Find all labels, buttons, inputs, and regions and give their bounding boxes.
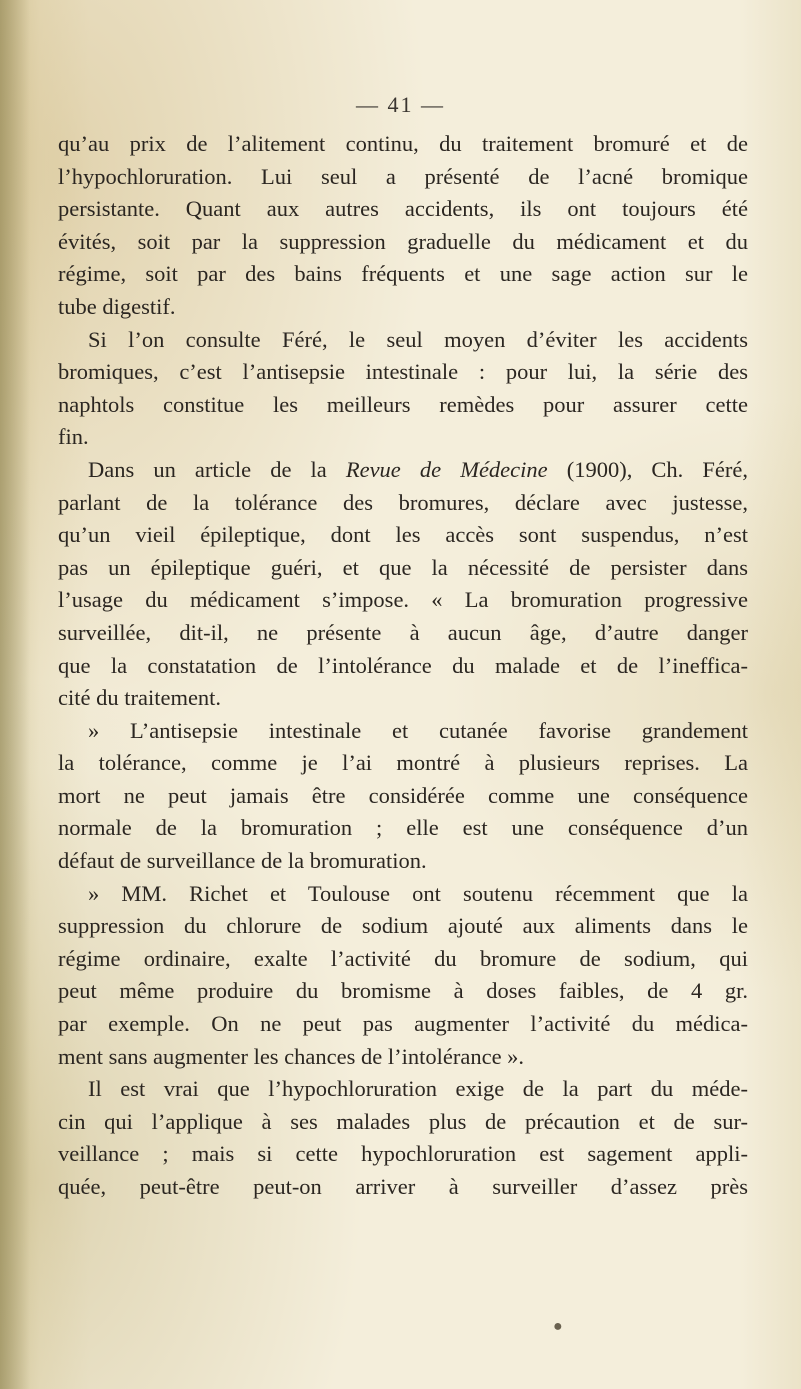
text-line: Il est vrai que l’hypochloruration exige de la part du méde- [88, 1076, 748, 1102]
paragraph-6 [58, 1073, 748, 1203]
text-line [58, 454, 748, 487]
text-line: pas un épileptique guéri, et que la nécessité de persister dans [58, 554, 748, 580]
text-line: quée, peut-être peut-on arriver à surveiller d’assez près [58, 1174, 748, 1199]
text-line: Si l’on consulte Féré, le seul moyen d’éviter les accidents [88, 326, 748, 352]
text-line: régime, soit par des bains fréquents et une sage action sur le [58, 261, 748, 287]
text-line: l’hypochloruration. Lui seul a présenté de l’acné bromique [58, 163, 748, 189]
text-line: peut même produire du bromisme à doses faibles, de 4 gr. [58, 978, 748, 1004]
paragraph-3 [58, 454, 748, 715]
text-line: que la constatation de l’intolérance du malade et de l’ineffica- [58, 652, 748, 678]
text-line: régime ordinaire, exalte l’activité du bromure de sodium, qui [58, 945, 748, 971]
paragraph-4 [58, 715, 748, 878]
paragraph-1 [58, 128, 748, 324]
text-line: par exemple. On ne peut pas augmenter l’activité du médica- [58, 1011, 748, 1037]
text-line: » L’antisepsie intestinale et cutanée favorise grandement [88, 717, 748, 743]
text-line: qu’au prix de l’alitement continu, du traitement bromuré et de [58, 131, 748, 156]
binding-shadow [0, 0, 30, 1389]
text-line: » MM. Richet et Toulouse ont soutenu récemment que la [88, 880, 748, 906]
text-line: mort ne peut jamais être considérée comme une conséquence [58, 782, 748, 808]
text-line: suppression du chlorure de sodium ajouté aux aliments dans le [58, 913, 748, 939]
journal-title: Revue de Médecine [345, 456, 548, 482]
stamp-mark: ● [553, 1318, 563, 1335]
text-line: fin. [58, 424, 89, 450]
text-line: défaut de surveillance de la bromuration. [58, 848, 427, 874]
text-line: qu’un vieil épileptique, dont les accès sont suspendus, n’est [58, 522, 748, 548]
paragraph-5 [58, 878, 748, 1074]
text-line: cin qui l’applique à ses malades plus de précaution et de sur- [58, 1108, 748, 1134]
text-line: veillance ; mais si cette hypochloruration est sagement appli- [58, 1141, 748, 1167]
text-line: naphtols constitue les meilleurs remèdes pour assurer cette [58, 391, 748, 417]
text-line: cité du traitement. [58, 685, 222, 711]
text-line: normale de la bromuration ; elle est une conséquence d’un [58, 815, 748, 841]
text-line: la tolérance, comme je l’ai montré à plusieurs reprises. La [58, 750, 748, 776]
body-text [58, 128, 748, 1204]
text-run: (1900), Ch. Féré, [547, 456, 748, 482]
page-number: — 41 — [356, 92, 445, 117]
text-line: l’usage du médicament s’impose. « La bromuration progressive [58, 587, 748, 613]
text-line: bromiques, c’est l’antisepsie intestinale : pour lui, la série des [58, 359, 748, 385]
paragraph-2 [58, 324, 748, 454]
text-line: persistante. Quant aux autres accidents, ils ont toujours été [58, 196, 748, 222]
text-line: surveillée, dit-il, ne présente à aucun âge, d’autre danger [58, 619, 748, 645]
text-run: Dans un article de la [88, 456, 346, 482]
text-line: tube digestif. [58, 293, 176, 319]
text-line: évités, soit par la suppression graduelle du médicament et du [58, 228, 748, 254]
text-line: ment sans augmenter les chances de l’intolérance ». [58, 1043, 525, 1069]
text-line: parlant de la tolérance des bromures, déclare avec justesse, [58, 489, 748, 515]
